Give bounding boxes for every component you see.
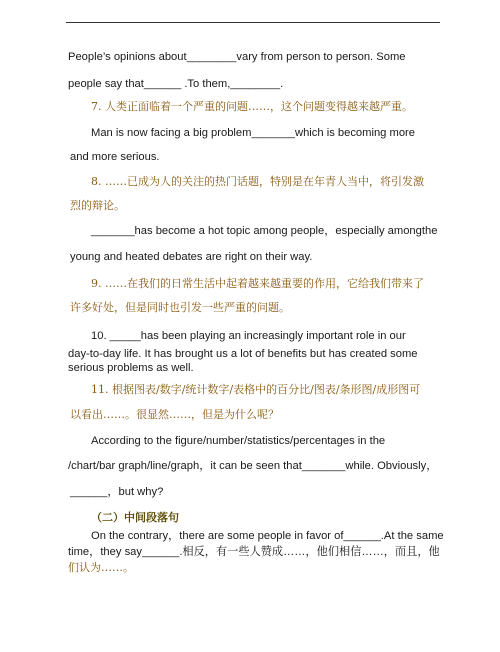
text-line-zh: 许多好处，但是同时也引发一些严重的问题。 <box>70 301 290 314</box>
text-line: /chart/bar graph/line/graph，it can be seen that_______while. Obviously， <box>68 460 438 472</box>
text-line-zh: 烈的辩论。 <box>70 199 125 212</box>
text-line: 10. _____has been playing an increasingly important role in our <box>91 330 406 342</box>
text-line: day-to-day life. It has brought us a lot of benefits but has created some <box>68 348 418 360</box>
text-line: time，they say______.相反，有一些人赞成……，他们相信……，而且，他 <box>68 546 440 558</box>
text-line: serious problems as well. <box>68 362 194 374</box>
text-line: _______has become a hot topic among people，especially amongthe <box>91 225 438 237</box>
text-line: According to the figure/number/statistics/percentages in the <box>91 435 386 447</box>
text-line: young and heated debates are right on their way. <box>70 251 313 263</box>
text-line: and more serious. <box>70 151 160 163</box>
text-line-zh: 9. ……在我们的日常生活中起着越来越重要的作用，它给我们带来了 <box>91 277 424 290</box>
section-heading: （二）中间段落句 <box>91 511 179 524</box>
text-line-zh: 们认为……。 <box>68 561 134 574</box>
text-line-zh: 7. 人类正面临着一个严重的问题……，这个问题变得越来越严重。 <box>91 100 413 113</box>
top-rule <box>66 22 440 23</box>
text-line-zh: 11. 根据图表/数字/统计数字/表格中的百分比/图表/条形图/成形图可 <box>91 383 421 396</box>
text-line: People’s opinions about________vary from person to person. Some <box>68 51 406 63</box>
text-line-zh: 8. ……已成为人的关注的热门话题，特别是在年青人当中，将引发激 <box>91 175 424 188</box>
text-line: On the contrary，there are some people in favor of______.At the same <box>91 530 444 542</box>
text-line: people say that______ .To them,________. <box>68 78 284 90</box>
text-line: ______，but why? <box>70 486 164 498</box>
text-line: Man is now facing a big problem_______which is becoming more <box>91 127 415 139</box>
text-line-zh: 以看出……。很显然……，但是为什么呢？ <box>70 408 279 421</box>
